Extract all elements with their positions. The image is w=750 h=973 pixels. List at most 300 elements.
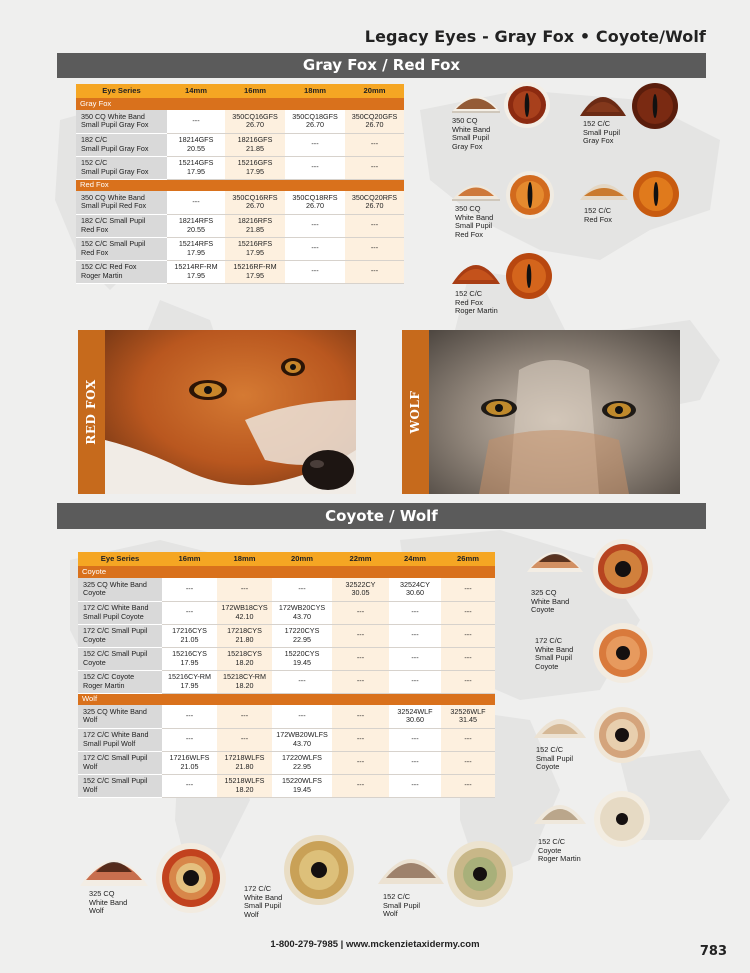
price-cell (162, 578, 217, 601)
eye-series-name (78, 728, 162, 751)
eye-series-line: 152 C/C Small Pupil (81, 239, 146, 249)
price-cell (217, 647, 272, 670)
price-cell (272, 774, 332, 797)
price-cell (217, 751, 272, 774)
price-cell (285, 260, 345, 283)
item-code: --- (311, 243, 319, 253)
eye-172cc-wolf-front-image (283, 834, 355, 906)
eye-series-name (78, 624, 162, 647)
item-code: --- (298, 711, 306, 721)
eye-series-line: Wolf (83, 715, 98, 725)
item-code: --- (311, 139, 319, 149)
eye-152cc-wolf-front-image (446, 840, 514, 908)
price-cell (272, 670, 332, 693)
item-price: 20.55 (187, 143, 205, 153)
item-code: --- (356, 711, 365, 721)
price-cell (167, 156, 225, 179)
price-cell (332, 624, 389, 647)
eye-152cc-coyote-rm-front-image (593, 790, 651, 848)
price-cell (441, 578, 495, 601)
price-cell (217, 774, 272, 797)
price-cell (272, 624, 332, 647)
item-code: 15220CYS (284, 649, 320, 659)
eye-152cc-wolf-profile-image (376, 842, 446, 886)
price-cell (332, 728, 389, 751)
eye-series-name (76, 156, 167, 179)
eye-325cq-wolf-profile-image (78, 842, 150, 888)
item-code: 172WB20WLFS (276, 730, 328, 740)
item-code: 15220WLFS (282, 776, 322, 786)
price-cell (225, 237, 285, 260)
eye-series-line: Small Pupil Wolf (83, 738, 136, 748)
price-cell (272, 751, 332, 774)
eye-series-line: Red Fox (81, 247, 109, 257)
price-cell (285, 110, 345, 133)
price-cell (285, 237, 345, 260)
item-code: 18214RFS (178, 216, 214, 226)
price-cell (345, 214, 404, 237)
eye-series-line: Roger Martin (83, 680, 125, 690)
group-label: Red Fox (76, 179, 404, 191)
price-cell (332, 670, 389, 693)
item-code: 17216WLFS (169, 753, 210, 763)
price-cell (332, 601, 389, 624)
price-cell (285, 133, 345, 156)
item-price: 26.70 (246, 201, 264, 211)
caption-152cc-coyote: 152 C/C Small Pupil Coyote (536, 745, 573, 772)
item-price: 21.05 (180, 761, 199, 771)
item-code: --- (411, 653, 419, 663)
caption-152cc-gray-fox: 152 C/C Small Pupil Gray Fox (583, 119, 620, 146)
eye-series-line: Coyote (83, 657, 106, 667)
caption-152cc-wolf: 152 C/C Small Pupil Wolf (383, 892, 420, 919)
price-cell (167, 260, 225, 283)
eye-152cc-gray-fox-front-image (631, 82, 679, 130)
price-cell (441, 601, 495, 624)
item-code: 350CQ20RFS (351, 192, 398, 202)
eye-series-line: Coyote (83, 588, 106, 598)
price-cell (389, 601, 441, 624)
item-price: 43.70 (293, 738, 311, 748)
item-price: 19.45 (293, 657, 311, 667)
price-cell (389, 624, 441, 647)
item-code: 350CQ18RFS (292, 192, 338, 202)
price-cell (225, 110, 285, 133)
eye-series-name (78, 774, 162, 797)
eye-series-name (78, 601, 162, 624)
item-code: 32526WLF (450, 706, 486, 716)
eye-series-line: 172 C/C Small Pupil (83, 753, 148, 763)
eye-series-name (76, 237, 167, 260)
item-price: 18.20 (235, 657, 254, 667)
eye-series-line: 172 C/C White Band (83, 730, 149, 740)
item-code: 17218CYS (227, 626, 262, 636)
price-cell (272, 705, 332, 728)
eye-series-line: 350 CQ White Band (81, 192, 145, 202)
red-fox-face-illustration (105, 330, 356, 494)
item-price: 30.05 (351, 588, 370, 598)
price-cell (225, 214, 285, 237)
eye-series-line: 182 C/C (81, 135, 108, 145)
eye-series-line: Wolf (83, 761, 98, 771)
item-price: 30.60 (406, 715, 424, 725)
item-code: --- (464, 780, 472, 790)
item-code: --- (464, 676, 472, 686)
item-code: 350CQ18GFS (292, 111, 338, 121)
price-cell (441, 670, 495, 693)
item-code: --- (311, 266, 319, 276)
item-price: 17.95 (187, 270, 205, 280)
wolf-photo-sidebar (402, 330, 429, 494)
eye-series-line: 182 C/C Small Pupil (81, 216, 146, 226)
price-cell (162, 601, 217, 624)
item-code: 17216CYS (172, 626, 207, 636)
eye-152cc-coyote-rm-profile-image (532, 792, 588, 826)
column-header-size: 18mm (217, 552, 272, 566)
column-header-size: 16mm (162, 552, 217, 566)
eye-series-line: Small Pupil Gray Fox (81, 166, 149, 176)
eye-series-name (78, 751, 162, 774)
price-cell (441, 624, 495, 647)
price-cell (441, 647, 495, 670)
eye-172cc-wb-coyote-front-image (592, 622, 654, 684)
table-row (78, 624, 495, 647)
item-code: --- (464, 584, 472, 594)
table-row (76, 191, 404, 214)
price-cell (162, 774, 217, 797)
group-label: Coyote (78, 566, 495, 578)
item-price: 21.80 (235, 634, 254, 644)
item-code: --- (356, 676, 365, 686)
item-code: --- (311, 162, 319, 172)
item-code: 15218CY-RM (223, 672, 266, 682)
eye-series-line: 152 C/C Small Pupil (83, 649, 148, 659)
column-header-size: 14mm (167, 84, 225, 98)
item-code: 350CQ16RFS (232, 192, 278, 202)
column-header-size: 24mm (389, 552, 441, 566)
price-cell (345, 133, 404, 156)
item-code: --- (370, 162, 379, 172)
table-row (78, 670, 495, 693)
item-code: 15216RF-RM (233, 262, 277, 272)
item-code: 350CQ20GFS (351, 111, 398, 121)
item-price: 17.95 (246, 247, 264, 257)
item-price: 26.70 (365, 120, 384, 130)
item-code: --- (464, 653, 472, 663)
eye-350cq-red-fox-front-image (505, 170, 555, 220)
group-label: Gray Fox (76, 98, 404, 110)
price-cell (285, 214, 345, 237)
item-code: --- (192, 197, 200, 207)
price-cell (441, 705, 495, 728)
wolf-face-illustration (429, 330, 680, 494)
eye-325cq-coyote-profile-image (525, 538, 585, 574)
price-cell (225, 260, 285, 283)
item-code: --- (370, 243, 379, 253)
price-cell (389, 578, 441, 601)
group-row (78, 566, 495, 578)
table-row (78, 728, 495, 751)
item-code: --- (411, 607, 419, 617)
item-price: 18.20 (235, 784, 254, 794)
item-price: 22.95 (293, 761, 311, 771)
item-price: 42.10 (235, 611, 254, 621)
eye-152cc-coyote-front-image (593, 706, 651, 764)
eye-350cq-gray-fox-profile-image (450, 84, 502, 114)
eye-152cc-red-fox-rm-profile-image (450, 254, 502, 286)
eye-series-name (76, 214, 167, 237)
item-price: 17.95 (180, 680, 199, 690)
item-code: --- (411, 676, 419, 686)
section-banner-fox: Gray Fox / Red Fox (57, 53, 706, 78)
price-cell (225, 191, 285, 214)
price-cell (167, 133, 225, 156)
price-cell (162, 647, 217, 670)
table-row (78, 705, 495, 728)
item-price: 21.05 (180, 634, 199, 644)
caption-325cq-wolf: 325 CQ White Band Wolf (89, 889, 128, 916)
item-code: --- (356, 734, 365, 744)
price-cell (345, 156, 404, 179)
price-cell (162, 670, 217, 693)
item-price: 20.55 (187, 224, 205, 234)
item-code: 15216GFS (237, 158, 273, 168)
item-code: --- (356, 653, 365, 663)
item-code: --- (185, 711, 194, 721)
item-price: 17.95 (246, 270, 264, 280)
item-code: 172WB18CYS (221, 603, 268, 613)
item-price: 17.95 (246, 166, 264, 176)
item-price: 26.70 (365, 201, 384, 211)
item-code: --- (185, 584, 194, 594)
eye-152cc-red-fox-rm-front-image (505, 252, 553, 300)
group-row (78, 693, 495, 705)
price-cell (167, 110, 225, 133)
eye-series-line: Roger Martin (81, 270, 123, 280)
eye-series-line: 325 CQ White Band (83, 706, 147, 716)
price-cell (162, 624, 217, 647)
eye-series-name (78, 578, 162, 601)
price-cell (217, 624, 272, 647)
item-price: 26.70 (246, 120, 264, 130)
item-code: --- (356, 757, 365, 767)
eye-series-line: Small Pupil Red Fox (81, 201, 147, 211)
column-header-size: 20mm (345, 84, 404, 98)
eye-152cc-gray-fox-profile-image (578, 86, 628, 118)
column-header-size: 18mm (285, 84, 345, 98)
item-code: --- (192, 116, 200, 126)
group-label: Wolf (78, 693, 495, 705)
price-cell (285, 156, 345, 179)
price-cell (345, 260, 404, 283)
table-header-row (78, 552, 495, 566)
item-code: 17220CYS (284, 626, 320, 636)
item-code: 15214RFS (178, 239, 214, 249)
item-code: 17220WLFS (282, 753, 322, 763)
price-cell (272, 647, 332, 670)
table-row (76, 110, 404, 133)
price-cell (272, 601, 332, 624)
price-cell (345, 191, 404, 214)
item-code: 18216GFS (237, 135, 273, 145)
price-cell (441, 728, 495, 751)
caption-350cq-gray-fox: 350 CQ White Band Small Pupil Gray Fox (452, 116, 491, 151)
item-code: --- (356, 780, 365, 790)
item-price: 21.80 (235, 761, 254, 771)
price-cell (217, 601, 272, 624)
price-cell (441, 751, 495, 774)
table-row (76, 237, 404, 260)
column-header-size: 22mm (332, 552, 389, 566)
price-cell (332, 751, 389, 774)
item-price: 43.70 (293, 611, 311, 621)
item-code: 17218WLFS (224, 753, 265, 763)
eye-series-line: Small Pupil Coyote (83, 611, 144, 621)
item-price: 26.70 (306, 120, 324, 130)
price-cell (345, 110, 404, 133)
eye-series-line: Small Pupil Gray Fox (81, 143, 149, 153)
group-row (76, 179, 404, 191)
eye-series-line: 152 C/C Coyote (83, 672, 135, 682)
price-cell (332, 774, 389, 797)
item-code: --- (356, 607, 365, 617)
price-cell (332, 647, 389, 670)
caption-172cc-wb-coyote: 172 C/C White Band Small Pupil Coyote (535, 636, 574, 671)
price-cell (167, 191, 225, 214)
item-code: 15216CYS (172, 649, 207, 659)
item-code: --- (311, 220, 319, 230)
eye-series-line: 172 C/C Small Pupil (83, 626, 148, 636)
group-row (76, 98, 404, 110)
eye-series-name (76, 110, 167, 133)
item-code: --- (464, 607, 472, 617)
price-cell (162, 751, 217, 774)
item-code: 32522CY (345, 579, 376, 589)
item-price: 17.95 (187, 166, 205, 176)
item-price: 21.85 (246, 224, 264, 234)
eye-series-line: Wolf (83, 784, 98, 794)
table-row (76, 214, 404, 237)
item-price: 17.95 (180, 657, 199, 667)
price-cell (332, 705, 389, 728)
price-cell (217, 705, 272, 728)
item-code: 15218CYS (227, 649, 262, 659)
price-cell (389, 728, 441, 751)
section-banner-coyote: Coyote / Wolf (57, 503, 706, 529)
item-price: 18.20 (235, 680, 254, 690)
item-code: 15214RF-RM (174, 262, 218, 272)
column-header-size: 20mm (272, 552, 332, 566)
table-row (78, 774, 495, 797)
eye-152cc-red-fox-profile-image (578, 174, 630, 202)
eye-series-line: Red Fox (81, 224, 109, 234)
caption-172cc-wolf: 172 C/C White Band Small Pupil Wolf (244, 884, 283, 919)
item-price: 19.45 (293, 784, 311, 794)
price-cell (217, 670, 272, 693)
price-cell (389, 751, 441, 774)
item-code: --- (240, 584, 249, 594)
eye-series-line: 172 C/C White Band (83, 603, 149, 613)
item-code: --- (185, 780, 194, 790)
eye-325cq-wolf-front-image (155, 842, 227, 914)
item-price: 30.60 (406, 588, 424, 598)
eye-series-line: 325 CQ White Band (83, 579, 147, 589)
caption-152cc-red-fox: 152 C/C Red Fox (584, 206, 612, 224)
table-row (78, 601, 495, 624)
footer-contact: 1-800-279-7985 | www.mckenzietaxidermy.com (270, 939, 480, 950)
eye-series-line: 152 C/C Red Fox (81, 262, 137, 272)
item-code: --- (185, 607, 194, 617)
column-header-eye-series: Eye Series (78, 552, 162, 566)
item-code: --- (370, 266, 379, 276)
eye-152cc-red-fox-front-image (632, 170, 680, 218)
price-cell (285, 191, 345, 214)
price-cell (167, 237, 225, 260)
price-cell (389, 774, 441, 797)
item-code: 18216RFS (237, 216, 273, 226)
caption-152cc-red-fox-rm: 152 C/C Red Fox Roger Martin (455, 289, 498, 316)
eye-series-name (76, 133, 167, 156)
eye-325cq-coyote-front-image (592, 538, 654, 600)
fox-price-table (76, 84, 404, 284)
eye-series-name (78, 670, 162, 693)
price-cell (345, 237, 404, 260)
red-fox-photo-sidebar (78, 330, 105, 494)
item-code: --- (411, 630, 419, 640)
price-cell (217, 578, 272, 601)
item-code: --- (411, 734, 419, 744)
item-code: --- (298, 676, 306, 686)
item-code: --- (240, 734, 249, 744)
item-code: 15216RFS (237, 239, 273, 249)
wolf-photo (402, 330, 680, 494)
item-code: --- (240, 711, 249, 721)
item-code: --- (298, 584, 306, 594)
price-cell (225, 133, 285, 156)
price-cell (272, 578, 332, 601)
eye-series-name (78, 647, 162, 670)
item-code: 15214GFS (178, 158, 214, 168)
item-price: 17.95 (187, 247, 205, 257)
caption-325cq-coyote: 325 CQ White Band Coyote (531, 588, 570, 615)
table-row (78, 578, 495, 601)
item-price: 21.85 (246, 143, 264, 153)
eye-series-name (76, 260, 167, 283)
eye-series-line: 152 C/C (81, 158, 108, 168)
item-code: --- (411, 780, 419, 790)
item-code: --- (464, 757, 472, 767)
price-cell (389, 647, 441, 670)
eye-series-name (78, 705, 162, 728)
price-cell (162, 728, 217, 751)
price-cell (441, 774, 495, 797)
item-code: --- (464, 630, 472, 640)
table-header-row (76, 84, 404, 98)
eye-152cc-coyote-profile-image (532, 706, 588, 740)
price-cell (332, 578, 389, 601)
item-price: 26.70 (306, 201, 324, 211)
item-code: 32524WLF (397, 706, 433, 716)
column-header-eye-series: Eye Series (76, 84, 167, 98)
red-fox-photo (78, 330, 356, 494)
table-row (78, 647, 495, 670)
page-number: 783 (699, 944, 727, 959)
price-cell (225, 156, 285, 179)
table-row (76, 156, 404, 179)
eye-350cq-gray-fox-front-image (503, 81, 551, 129)
eye-series-line: Small Pupil Gray Fox (81, 120, 149, 130)
item-code: 350CQ16GFS (232, 111, 278, 121)
